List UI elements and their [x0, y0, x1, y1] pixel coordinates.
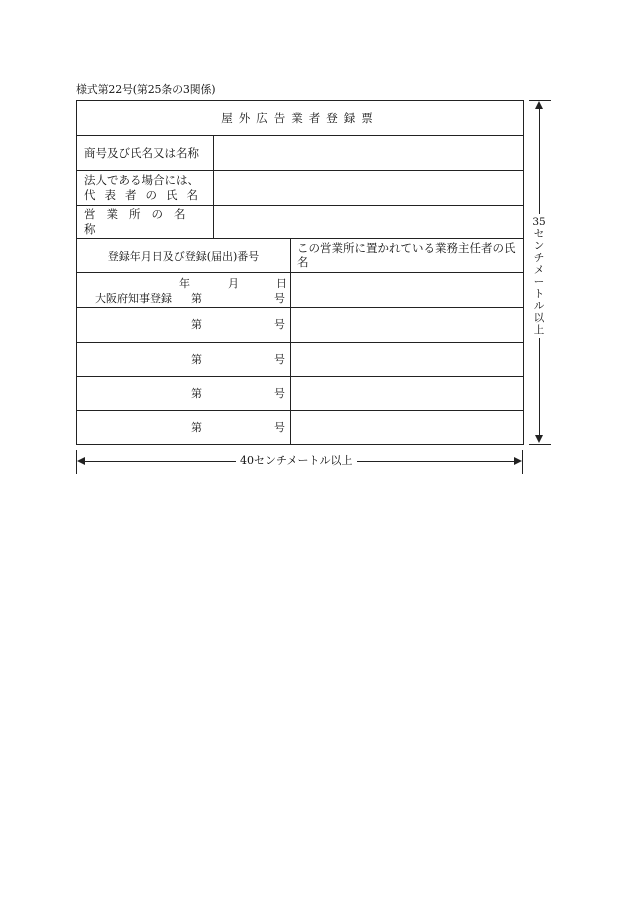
- office-name-label: 営業所の名称: [84, 207, 197, 236]
- number-prefix: 第: [191, 387, 202, 400]
- arrow-down-icon: [535, 435, 543, 443]
- prefecture-registration-label: 大阪府知事登録: [95, 292, 172, 305]
- arrow-up-icon: [535, 101, 543, 109]
- year-label: 年: [179, 277, 190, 290]
- registration-entry-1[interactable]: [77, 273, 290, 307]
- height-char: ン: [533, 240, 545, 252]
- height-char: セ: [533, 228, 545, 240]
- manager-name-field-4[interactable]: [291, 377, 523, 411]
- registration-entry-3[interactable]: [77, 343, 290, 377]
- height-char: 35: [532, 216, 546, 228]
- arrow-right-icon: [514, 457, 522, 465]
- number-prefix: 第: [191, 421, 202, 434]
- height-char: ル: [533, 300, 545, 312]
- registration-header: 登録年月日及び登録(届出)番号: [107, 249, 260, 263]
- height-char: メ: [533, 264, 545, 276]
- registration-entry-4[interactable]: [77, 377, 290, 411]
- manager-name-field-5[interactable]: [291, 411, 523, 444]
- height-char: ト: [533, 288, 545, 300]
- number-prefix: 第: [191, 292, 202, 305]
- height-dimension-label: [532, 214, 546, 338]
- corporate-rep-field[interactable]: [214, 171, 523, 205]
- number-prefix: 第: [191, 318, 202, 331]
- registration-table: [76, 100, 524, 445]
- height-char: チ: [533, 252, 545, 264]
- month-label: 月: [228, 277, 239, 290]
- number-prefix: 第: [191, 353, 202, 366]
- number-suffix: 号: [274, 353, 285, 366]
- table-title: 屋外広告業者登録票: [221, 111, 379, 125]
- manager-name-field-3[interactable]: [291, 343, 523, 377]
- form-number-label: 様式第22号(第25条の3関係): [76, 83, 216, 96]
- height-char: 上: [533, 324, 545, 336]
- trade-name-field[interactable]: [214, 136, 523, 170]
- manager-name-field-2[interactable]: [291, 308, 523, 342]
- width-dimension-label: 40センチメートル以上: [236, 454, 357, 468]
- trade-name-label: 商号及び氏名又は名称: [84, 145, 199, 160]
- number-suffix: 号: [274, 387, 285, 400]
- dimension-tick-bottom: [529, 444, 551, 445]
- manager-name-field-1[interactable]: [291, 273, 523, 307]
- number-suffix: 号: [274, 421, 285, 434]
- column-divider: [290, 239, 291, 444]
- registration-entry-5[interactable]: [77, 411, 290, 445]
- day-label: 日: [276, 277, 287, 290]
- corporate-rep-label-line2: 代表者の氏名: [84, 188, 207, 202]
- height-char: ー: [533, 276, 545, 288]
- number-suffix: 号: [274, 292, 285, 305]
- number-suffix: 号: [274, 318, 285, 331]
- registration-entry-2[interactable]: [77, 308, 290, 342]
- corporate-rep-label-line1: 法人である場合には、: [84, 173, 199, 187]
- arrow-left-icon: [77, 457, 85, 465]
- manager-header: この営業所に置かれている業務主任者の氏名: [297, 241, 516, 269]
- column-divider: [213, 136, 214, 238]
- dimension-end-right: [522, 450, 523, 474]
- height-char: 以: [533, 312, 545, 324]
- office-name-field[interactable]: [214, 206, 523, 238]
- corporate-rep-label: [77, 171, 213, 205]
